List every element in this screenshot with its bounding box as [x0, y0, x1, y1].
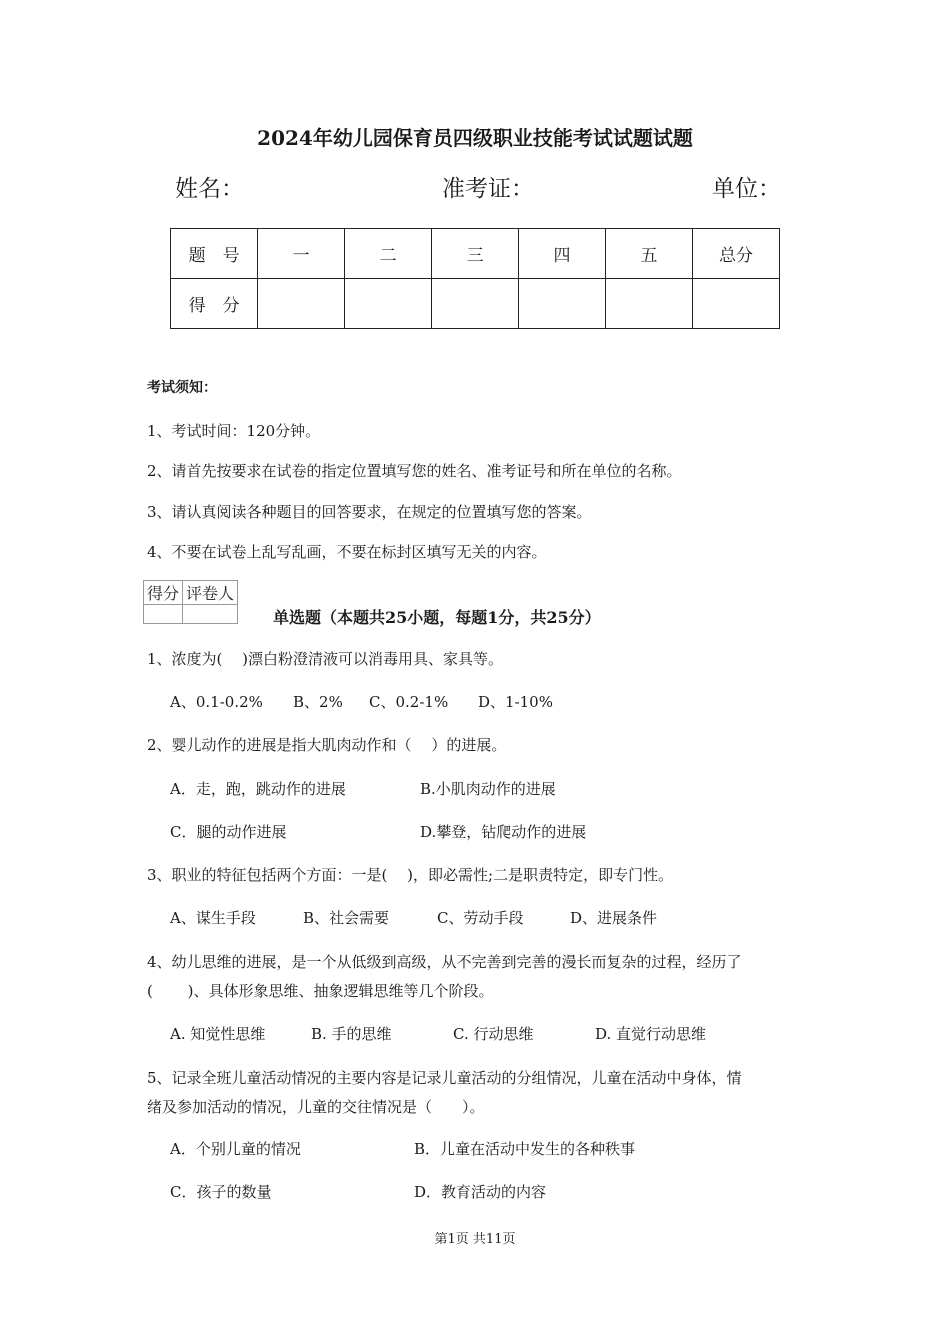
- option-a: A．走，跑，跳动作的进展: [170, 780, 346, 798]
- question-stem-cont: ( )、具体形象思维、抽象逻辑思维等几个阶段。: [147, 982, 494, 1000]
- question-stem: 5、记录全班儿童活动情况的主要内容是记录儿童活动的分组情况，儿童在活动中身体，情: [147, 1069, 742, 1087]
- score-table: [170, 228, 780, 329]
- option-b: B．儿童在活动中发生的各种秩事: [414, 1140, 636, 1158]
- score-cell: 三: [432, 229, 519, 279]
- option-a: A、谋生手段: [170, 909, 256, 927]
- option-d: D．教育活动的内容: [414, 1183, 547, 1201]
- question-stem-cont: 绪及参加活动的情况，儿童的交往情况是（ ）。: [147, 1098, 485, 1116]
- unit-label: 单位：: [712, 176, 781, 202]
- notice-item: 2、请首先按要求在试卷的指定位置填写您的姓名、准考证号和所在单位的名称。: [147, 462, 682, 480]
- grader-score-label: 得分: [144, 581, 183, 605]
- name-label: 姓名：: [175, 176, 244, 202]
- score-table-score-row: [171, 279, 780, 329]
- score-cell: 得 分: [171, 279, 258, 329]
- grader-score-cell[interactable]: [144, 605, 183, 624]
- option-b: B、社会需要: [303, 909, 390, 927]
- notice-item: 3、请认真阅读各种题目的回答要求，在规定的位置填写您的答案。: [147, 503, 592, 521]
- option-d: D、1-10%: [478, 693, 553, 711]
- grader-name-cell[interactable]: [183, 605, 238, 624]
- score-input-cell[interactable]: [432, 279, 519, 329]
- option-a: A．个别儿童的情况: [170, 1140, 301, 1158]
- section-title: 单选题（本题共25小题，每题1分，共25分）: [273, 608, 601, 627]
- question-stem: 1、浓度为( )漂白粉澄清液可以消毒用具、家具等。: [147, 650, 504, 668]
- question-stem: 4、幼儿思维的进展，是一个从低级到高级，从不完善到完善的漫长而复杂的过程，经历了: [147, 953, 742, 971]
- score-input-cell[interactable]: [519, 279, 606, 329]
- question-stem: 3、职业的特征包括两个方面：一是( )，即必需性;二是职责特定，即专门性。: [147, 866, 674, 884]
- option-d: D、进展条件: [570, 909, 658, 927]
- grader-box: [143, 580, 238, 624]
- notice-title: 考试须知：: [147, 380, 217, 396]
- score-input-cell[interactable]: [258, 279, 345, 329]
- option-c: C．腿的动作进展: [170, 823, 287, 841]
- option-c: C、劳动手段: [437, 909, 524, 927]
- option-a: A. 知觉性思维: [170, 1025, 266, 1043]
- score-cell: 总分: [692, 229, 779, 279]
- score-input-cell[interactable]: [345, 279, 432, 329]
- option-a: A、0.1-0.2%: [170, 693, 263, 711]
- option-d: D.攀登，钻爬动作的进展: [420, 823, 587, 841]
- score-input-cell[interactable]: [692, 279, 779, 329]
- score-cell: 题 号: [171, 229, 258, 279]
- notice-item: 1、考试时间：120分钟。: [147, 422, 321, 440]
- score-cell: 四: [519, 229, 606, 279]
- score-cell: 五: [606, 229, 693, 279]
- option-c: C．孩子的数量: [170, 1183, 272, 1201]
- score-table-header-row: [171, 229, 780, 279]
- option-b: B、2%: [293, 693, 343, 711]
- option-c: C. 行动思维: [453, 1025, 534, 1043]
- page-title: 2024年幼儿园保育员四级职业技能考试试题试题: [257, 126, 693, 150]
- question-stem: 2、婴儿动作的进展是指大肌肉动作和（ ）的进展。: [147, 736, 507, 754]
- grader-name-label: 评卷人: [183, 581, 238, 605]
- option-b: B.小肌肉动作的进展: [420, 780, 556, 798]
- notice-item: 4、不要在试卷上乱写乱画，不要在标封区填写无关的内容。: [147, 543, 547, 561]
- exam-id-label: 准考证：: [442, 176, 534, 202]
- option-c: C、0.2-1%: [369, 693, 449, 711]
- score-input-cell[interactable]: [606, 279, 693, 329]
- page-footer: 第1页 共11页: [434, 1232, 516, 1247]
- score-cell: 二: [345, 229, 432, 279]
- score-cell: 一: [258, 229, 345, 279]
- option-b: B. 手的思维: [311, 1025, 392, 1043]
- option-d: D. 直觉行动思维: [595, 1025, 707, 1043]
